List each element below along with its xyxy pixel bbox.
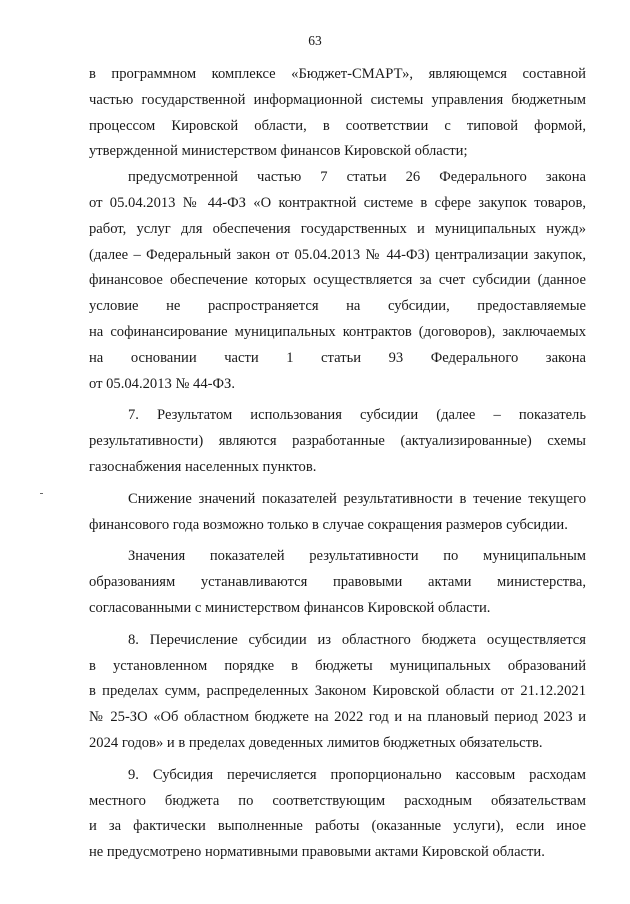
text-line: работ, услуг для обеспечения государственных и муниципальных нужд» (89, 220, 586, 237)
text-line: 9. Субсидия перечисляется пропорционально кассовым расходам (128, 766, 586, 783)
paragraph-indicator-reduction (89, 487, 586, 539)
text-line: частью государственной информационной системы управления бюджетным (89, 91, 586, 108)
text-line: 2024 годов» и в пределах доведенных лимитов бюджетных обязательств. (89, 734, 543, 751)
text-line: на софинансирование муниципальных контрактов (договоров), заключаемых (89, 323, 586, 340)
text-line: (далее – Федеральный закон от 05.04.2013 № 44-ФЗ) централизации закупок, (89, 246, 586, 263)
document-body (89, 62, 586, 866)
text-line: и за фактически выполненные работы (оказанные услуги), если иное (89, 818, 586, 835)
text-line: Снижение значений показателей результативности в течение текущего (128, 490, 586, 507)
page-number: 63 (308, 33, 322, 48)
text-line: от 05.04.2013 № 44-ФЗ «О контрактной системе в сфере закупок товаров, (89, 194, 586, 211)
text-line: согласованными с министерством финансов Кировской области. (89, 599, 491, 616)
paragraph-budget-smart (89, 62, 586, 165)
text-line: процессом Кировской области, в соответствии с типовой формой, (89, 117, 586, 134)
text-line: Значения показателей результативности по муниципальным (128, 548, 586, 565)
paragraph-indicator-values (89, 544, 586, 621)
text-line: 8. Перечисление субсидии из областного бюджета осуществляется (128, 631, 586, 648)
clause-8 (89, 628, 586, 757)
text-line: в установленном порядке в бюджеты муниципальных образований (89, 657, 586, 674)
clause-9 (89, 763, 586, 866)
paragraph-centralized-procurement (89, 165, 586, 397)
text-line: местного бюджета по соответствующим расходным обязательствам (89, 792, 586, 809)
text-line: финансового года возможно только в случае сокращения размеров субсидии. (89, 516, 568, 533)
text-line: в программном комплексе «Бюджет-СМАРТ», являющемся составной (89, 66, 586, 82)
text-line: результативности) являются разработанные (актуализированные) схемы (89, 433, 586, 450)
clause-7 (89, 403, 586, 480)
text-line: утвержденной министерством финансов Кировской области; (89, 143, 468, 160)
text-line: 7. Результатом использования субсидии (далее – показатель (128, 407, 586, 424)
text-line: от 05.04.2013 № 44-ФЗ. (89, 375, 235, 392)
text-line: № 25-ЗО «Об областном бюджете на 2022 год и на плановый период 2023 и (89, 709, 586, 726)
text-line: не предусмотрено нормативными правовыми актами Кировской области. (89, 844, 545, 861)
text-line: в пределах сумм, распределенных Законом Кировской области от 21.12.2021 (89, 683, 586, 700)
scan-artifact-mark (40, 493, 43, 494)
text-line: финансовое обеспечение которых осуществляется за счет субсидии (данное (89, 272, 586, 289)
text-line: предусмотренной частью 7 статьи 26 Федерального закона (128, 169, 586, 186)
text-line: условие не распространяется на субсидии, предоставляемые (89, 298, 586, 315)
text-line: на основании части 1 статьи 93 Федерального закона (89, 349, 586, 366)
text-line: газоснабжения населенных пунктов. (89, 458, 317, 475)
text-line: образованиям устанавливаются правовыми актами министерства, (89, 574, 586, 591)
